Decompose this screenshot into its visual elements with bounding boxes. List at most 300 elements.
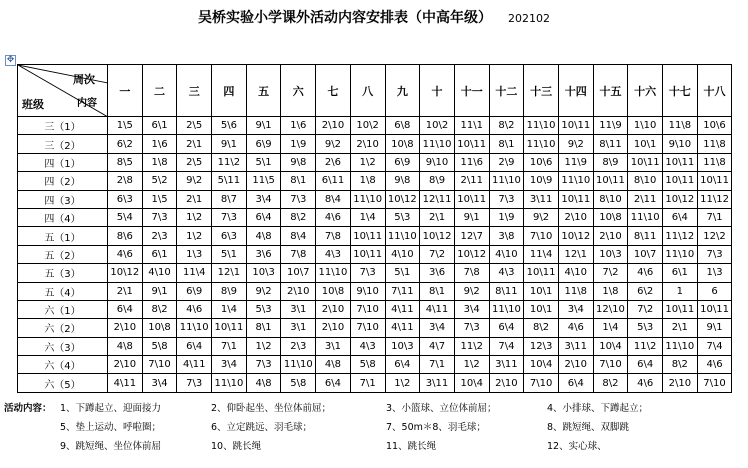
schedule-cell: 8\1 [420, 282, 455, 300]
schedule-cell: 8\1 [489, 135, 524, 153]
legend-row [4, 417, 744, 436]
week-header: 十 [420, 65, 455, 117]
schedule-cell: 3\6 [246, 245, 281, 263]
schedule-cell: 7\10 [350, 319, 385, 337]
class-name-cell: 五（1） [18, 227, 108, 245]
schedule-cell: 4\8 [246, 227, 281, 245]
schedule-cell: 2\11 [454, 172, 489, 190]
schedule-cell: 3\1 [281, 319, 316, 337]
schedule-cell: 10\1 [524, 300, 559, 318]
schedule-cell: 8\1 [246, 319, 281, 337]
week-header: 一 [108, 65, 143, 117]
schedule-cell: 10\3 [246, 264, 281, 282]
schedule-cell: 11\10 [663, 337, 698, 355]
schedule-cell: 2\3 [142, 227, 177, 245]
schedule-cell: 10\11 [697, 300, 732, 318]
schedule-cell: 5\2 [142, 172, 177, 190]
schedule-cell: 8\2 [593, 374, 628, 392]
week-header: 十五 [593, 65, 628, 117]
schedule-cell: 10\1 [628, 135, 663, 153]
class-name-cell: 四（4） [18, 208, 108, 226]
table-row [18, 227, 732, 245]
schedule-cell: 11\9 [558, 153, 593, 171]
schedule-cell: 10\2 [350, 117, 385, 135]
schedule-cell: 9\2 [316, 135, 351, 153]
schedule-cell: 11\10 [558, 172, 593, 190]
schedule-cell: 7\3 [177, 374, 212, 392]
schedule-cell: 11\4 [177, 264, 212, 282]
schedule-cell: 4\8 [108, 337, 143, 355]
schedule-cell: 1\6 [281, 117, 316, 135]
schedule-cell: 10\12 [385, 190, 420, 208]
schedule-cell: 12\11 [420, 190, 455, 208]
schedule-cell: 10\12 [558, 227, 593, 245]
table-row [18, 135, 732, 153]
schedule-cell: 6\4 [246, 208, 281, 226]
schedule-cell: 1\8 [142, 153, 177, 171]
schedule-cell: 10\4 [454, 374, 489, 392]
schedule-cell: 7\3 [246, 356, 281, 374]
table-row [18, 319, 732, 337]
table-row [18, 245, 732, 263]
schedule-cell: 6\2 [108, 135, 143, 153]
schedule-cell: 12\3 [524, 337, 559, 355]
schedule-cell: 11\10 [350, 190, 385, 208]
schedule-cell: 4\6 [558, 319, 593, 337]
schedule-cell: 7\4 [489, 337, 524, 355]
schedule-cell: 8\11 [628, 227, 663, 245]
schedule-cell: 9\2 [246, 282, 281, 300]
week-header: 八 [350, 65, 385, 117]
schedule-cell: 1\5 [108, 117, 143, 135]
schedule-cell: 3\4 [212, 356, 247, 374]
legend-item: 10、跳长绳 [211, 441, 262, 452]
schedule-cell: 6\1 [142, 245, 177, 263]
schedule-cell: 1\8 [593, 282, 628, 300]
week-header: 三 [177, 65, 212, 117]
title-text: 吴桥实验小学课外活动内容安排表（中高年级） [198, 10, 492, 26]
schedule-cell: 2\10 [316, 300, 351, 318]
legend-row [4, 398, 744, 417]
schedule-cell: 11\8 [697, 153, 732, 171]
schedule-cell: 7\10 [524, 227, 559, 245]
schedule-cell: 10\12 [454, 245, 489, 263]
schedule-cell: 6\11 [316, 172, 351, 190]
schedule-cell: 3\6 [420, 264, 455, 282]
class-name-cell: 六（3） [18, 337, 108, 355]
schedule-cell: 11\8 [663, 117, 698, 135]
schedule-cell: 2\1 [177, 135, 212, 153]
schedule-cell: 7\10 [697, 374, 732, 392]
legend-item: 11、跳长绳 [386, 441, 437, 452]
schedule-cell: 8\2 [524, 319, 559, 337]
schedule-cell: 3\4 [558, 300, 593, 318]
schedule-cell: 7\3 [350, 264, 385, 282]
schedule-cell: 11\10 [663, 245, 698, 263]
schedule-cell: 4\6 [108, 245, 143, 263]
schedule-cell: 7\2 [420, 245, 455, 263]
schedule-cell: 10\11 [558, 117, 593, 135]
schedule-cell: 10\4 [593, 337, 628, 355]
schedule-cell: 4\7 [420, 337, 455, 355]
schedule-cell: 7\4 [697, 337, 732, 355]
table-row [18, 300, 732, 318]
schedule-cell: 6\2 [628, 282, 663, 300]
class-name-cell: 六（1） [18, 300, 108, 318]
schedule-cell: 11\2 [212, 153, 247, 171]
schedule-cell: 4\6 [177, 300, 212, 318]
schedule-cell: 3\4 [246, 190, 281, 208]
class-name-cell: 四（1） [18, 153, 108, 171]
schedule-cell: 10\8 [316, 282, 351, 300]
schedule-cell: 6\4 [385, 356, 420, 374]
schedule-cell: 10\11 [593, 172, 628, 190]
legend-item: 5、垫上运动、呼啦圈； [60, 422, 162, 433]
schedule-cell: 8\11 [593, 135, 628, 153]
week-header: 十六 [628, 65, 663, 117]
schedule-cell: 7\8 [454, 264, 489, 282]
schedule-cell: 12\7 [454, 227, 489, 245]
legend-item: 9、跳短绳、坐位体前屈 [60, 441, 162, 452]
table-row [18, 356, 732, 374]
legend-row [4, 436, 744, 455]
schedule-cell: 11\2 [454, 337, 489, 355]
schedule-cell: 3\8 [489, 227, 524, 245]
schedule-cell: 2\1 [177, 190, 212, 208]
schedule-cell: 10\11 [663, 172, 698, 190]
schedule-cell: 8\10 [593, 190, 628, 208]
schedule-cell: 4\3 [489, 264, 524, 282]
schedule-cell: 8\2 [142, 300, 177, 318]
schedule-cell: 11\1 [454, 117, 489, 135]
schedule-cell: 10\8 [142, 319, 177, 337]
schedule-cell: 11\6 [454, 153, 489, 171]
schedule-cell: 10\11 [663, 300, 698, 318]
schedule-cell: 1 [663, 282, 698, 300]
legend-lead: 活动内容： [4, 403, 52, 414]
schedule-cell: 7\8 [281, 245, 316, 263]
schedule-cell: 4\8 [316, 356, 351, 374]
schedule-cell: 1\2 [385, 374, 420, 392]
schedule-cell: 11\10 [524, 135, 559, 153]
class-name-cell: 四（3） [18, 190, 108, 208]
schedule-cell: 4\6 [316, 208, 351, 226]
schedule-cell: 6\8 [385, 117, 420, 135]
table-row [18, 117, 732, 135]
schedule-cell: 11\10 [524, 117, 559, 135]
corner-class-label: 班级 [22, 98, 44, 111]
schedule-cell: 2\10 [281, 282, 316, 300]
schedule-cell: 5\1 [246, 153, 281, 171]
schedule-cell: 12\1 [212, 264, 247, 282]
schedule-cell: 10\7 [628, 245, 663, 263]
schedule-cell: 2\10 [316, 319, 351, 337]
schedule-cell: 12\1 [558, 245, 593, 263]
schedule-cell: 6\3 [108, 190, 143, 208]
schedule-cell: 7\2 [628, 300, 663, 318]
table-row [18, 337, 732, 355]
schedule-cell: 4\6 [628, 374, 663, 392]
schedule-cell: 9\1 [697, 319, 732, 337]
schedule-cell: 6\9 [177, 282, 212, 300]
legend-item: 3、小篮球、立位体前屈； [386, 403, 497, 414]
week-header: 四 [212, 65, 247, 117]
schedule-cell: 3\4 [454, 300, 489, 318]
schedule-cell: 2\1 [420, 208, 455, 226]
schedule-cell: 11\10 [489, 300, 524, 318]
table-row [18, 153, 732, 171]
schedule-cell: 11\2 [628, 337, 663, 355]
schedule-cell: 5\3 [385, 208, 420, 226]
schedule-cell: 10\11 [524, 264, 559, 282]
schedule-cell: 6\1 [663, 264, 698, 282]
schedule-cell: 4\11 [385, 319, 420, 337]
schedule-cell: 6\4 [177, 337, 212, 355]
schedule-cell: 10\11 [212, 319, 247, 337]
schedule-cell: 5\1 [212, 245, 247, 263]
schedule-cell: 4\10 [558, 264, 593, 282]
schedule-cell: 11\10 [385, 227, 420, 245]
schedule-cell: 4\6 [628, 264, 663, 282]
schedule-cell: 1\9 [489, 208, 524, 226]
schedule-cell: 10\8 [593, 208, 628, 226]
schedule-cell: 2\1 [663, 319, 698, 337]
table-row [18, 282, 732, 300]
legend-item: 8、跳短绳、双脚跳 [547, 422, 630, 433]
schedule-cell: 10\11 [454, 190, 489, 208]
page-title [0, 7, 748, 27]
schedule-cell: 10\11 [663, 153, 698, 171]
class-name-cell: 五（3） [18, 264, 108, 282]
schedule-cell: 4\11 [177, 356, 212, 374]
schedule-cell: 2\1 [108, 282, 143, 300]
schedule-cell: 7\10 [524, 374, 559, 392]
schedule-cell: 7\10 [142, 356, 177, 374]
schedule-cell: 1\4 [593, 319, 628, 337]
schedule-cell: 7\1 [212, 337, 247, 355]
schedule-cell: 2\10 [316, 117, 351, 135]
schedule-cell: 7\3 [212, 208, 247, 226]
schedule-cell: 1\10 [628, 117, 663, 135]
schedule-cell: 8\6 [108, 227, 143, 245]
week-header: 十二 [489, 65, 524, 117]
schedule-cell: 2\6 [316, 153, 351, 171]
schedule-cell: 8\2 [489, 117, 524, 135]
schedule-cell: 11\5 [246, 172, 281, 190]
schedule-cell: 5\8 [350, 356, 385, 374]
schedule-cell: 6\4 [663, 208, 698, 226]
legend-item: 7、50m＊8、羽毛球； [386, 422, 486, 433]
class-name-cell: 六（5） [18, 374, 108, 392]
schedule-cell: 9\2 [177, 172, 212, 190]
schedule-cell: 4\11 [385, 300, 420, 318]
schedule-cell: 9\8 [385, 172, 420, 190]
schedule-cell: 1\3 [697, 264, 732, 282]
schedule-cell: 11\10 [281, 356, 316, 374]
corner-cell [18, 65, 108, 117]
schedule-cell: 2\8 [108, 172, 143, 190]
schedule-cell: 5\8 [142, 337, 177, 355]
schedule-cell: 4\11 [420, 300, 455, 318]
schedule-cell: 3\11 [420, 374, 455, 392]
schedule-cell: 11\12 [697, 190, 732, 208]
activity-legend [4, 398, 744, 455]
schedule-cell: 5\3 [628, 319, 663, 337]
schedule-cell: 11\9 [593, 117, 628, 135]
week-header: 六 [281, 65, 316, 117]
schedule-cell: 2\9 [489, 153, 524, 171]
schedule-cell: 9\1 [246, 117, 281, 135]
schedule-cell: 2\10 [558, 208, 593, 226]
class-name-cell: 六（4） [18, 356, 108, 374]
header-row [18, 65, 732, 117]
schedule-cell: 9\2 [524, 208, 559, 226]
schedule-cell: 9\1 [142, 282, 177, 300]
schedule-cell: 1\2 [350, 153, 385, 171]
table-row [18, 208, 732, 226]
legend-item: 2、仰卧起坐、坐位体前屈； [211, 403, 332, 414]
schedule-cell: 5\3 [246, 300, 281, 318]
schedule-cell: 8\9 [420, 172, 455, 190]
schedule-cell: 1\2 [177, 208, 212, 226]
schedule-cell: 11\8 [558, 282, 593, 300]
schedule-cell: 4\6 [697, 356, 732, 374]
schedule-cell: 12\10 [593, 300, 628, 318]
schedule-cell: 1\6 [142, 135, 177, 153]
table-row [18, 190, 732, 208]
schedule-cell: 2\10 [108, 356, 143, 374]
schedule-cell: 8\10 [628, 172, 663, 190]
schedule-cell: 11\10 [177, 319, 212, 337]
schedule-cell: 3\4 [142, 374, 177, 392]
schedule-cell: 7\1 [420, 356, 455, 374]
schedule-cell: 10\8 [385, 135, 420, 153]
schedule-cell: 1\5 [142, 190, 177, 208]
schedule-cell: 7\10 [350, 300, 385, 318]
schedule-cell: 11\10 [212, 374, 247, 392]
table-move-handle-icon[interactable]: ✥ [6, 55, 15, 65]
class-name-cell: 五（2） [18, 245, 108, 263]
class-name-cell: 五（4） [18, 282, 108, 300]
schedule-cell: 10\4 [524, 356, 559, 374]
schedule-cell: 5\6 [212, 117, 247, 135]
schedule-cell: 6\9 [385, 153, 420, 171]
schedule-cell: 10\11 [350, 245, 385, 263]
schedule-cell: 6\4 [316, 374, 351, 392]
schedule-cell: 10\11 [697, 172, 732, 190]
week-header: 二 [142, 65, 177, 117]
schedule-cell: 7\8 [316, 227, 351, 245]
schedule-cell: 7\3 [489, 190, 524, 208]
schedule-cell: 9\8 [281, 153, 316, 171]
week-header: 十一 [454, 65, 489, 117]
schedule-cell: 8\5 [108, 153, 143, 171]
schedule-cell: 10\3 [385, 337, 420, 355]
table-row [18, 374, 732, 392]
schedule-cell: 10\11 [454, 135, 489, 153]
schedule-cell: 1\4 [212, 300, 247, 318]
schedule-cell: 1\9 [281, 135, 316, 153]
schedule-cell: 11\8 [697, 135, 732, 153]
legend-item: 12、实心球、 [547, 441, 607, 452]
schedule-cell: 1\8 [350, 172, 385, 190]
schedule-cell: 5\1 [385, 264, 420, 282]
schedule-cell: 9\1 [212, 135, 247, 153]
schedule-cell: 4\10 [489, 245, 524, 263]
schedule-cell: 9\1 [454, 208, 489, 226]
schedule-cell: 3\1 [316, 337, 351, 355]
schedule-cell: 10\11 [628, 153, 663, 171]
schedule-cell: 3\4 [420, 319, 455, 337]
schedule-cell: 8\7 [212, 190, 247, 208]
schedule-cell: 2\10 [558, 356, 593, 374]
schedule-cell: 5\8 [281, 374, 316, 392]
schedule-cell: 4\10 [142, 264, 177, 282]
schedule-cell: 2\5 [177, 153, 212, 171]
schedule-cell: 10\12 [420, 227, 455, 245]
schedule-cell: 6\1 [142, 117, 177, 135]
schedule-cell: 10\11 [350, 227, 385, 245]
schedule-cell: 11\10 [628, 208, 663, 226]
schedule-table [17, 64, 732, 393]
schedule-cell: 1\2 [177, 227, 212, 245]
schedule-cell: 2\11 [628, 190, 663, 208]
schedule-cell: 2\10 [593, 227, 628, 245]
schedule-cell: 10\3 [593, 245, 628, 263]
schedule-cell: 7\11 [385, 282, 420, 300]
class-name-cell: 三（1） [18, 117, 108, 135]
schedule-cell: 10\1 [524, 282, 559, 300]
schedule-cell: 10\11 [558, 190, 593, 208]
schedule-cell: 2\5 [177, 117, 212, 135]
schedule-cell: 9\10 [420, 153, 455, 171]
schedule-cell: 12\2 [697, 227, 732, 245]
week-header: 十三 [524, 65, 559, 117]
schedule-cell: 9\10 [350, 282, 385, 300]
schedule-cell: 11\10 [489, 172, 524, 190]
class-name-cell: 三（2） [18, 135, 108, 153]
schedule-cell: 7\1 [697, 208, 732, 226]
week-header: 十四 [558, 65, 593, 117]
schedule-cell: 10\6 [697, 117, 732, 135]
title-code: 202102 [508, 12, 550, 25]
schedule-cell: 7\10 [593, 356, 628, 374]
legend-item: 4、小排球、下蹲起立； [547, 403, 649, 414]
schedule-cell: 7\3 [281, 190, 316, 208]
schedule-cell: 8\2 [663, 356, 698, 374]
schedule-cell: 3\11 [558, 337, 593, 355]
schedule-cell: 9\2 [558, 135, 593, 153]
schedule-cell: 8\4 [316, 190, 351, 208]
schedule-cell: 1\3 [177, 245, 212, 263]
class-name-cell: 六（2） [18, 319, 108, 337]
schedule-cell: 10\12 [108, 264, 143, 282]
schedule-cell: 6\4 [489, 319, 524, 337]
schedule-cell: 4\8 [246, 374, 281, 392]
schedule-cell: 5\4 [108, 208, 143, 226]
schedule-cell: 7\3 [697, 245, 732, 263]
schedule-cell: 8\1 [281, 172, 316, 190]
schedule-cell: 4\11 [108, 374, 143, 392]
schedule-cell: 7\3 [142, 208, 177, 226]
legend-item: 6、立定跳远、羽毛球； [211, 422, 313, 433]
schedule-cell: 7\2 [593, 264, 628, 282]
schedule-cell: 2\10 [489, 374, 524, 392]
schedule-cell: 6\4 [108, 300, 143, 318]
schedule-cell: 3\11 [489, 356, 524, 374]
week-header: 十八 [697, 65, 732, 117]
corner-week-label: 周次 [73, 73, 95, 86]
